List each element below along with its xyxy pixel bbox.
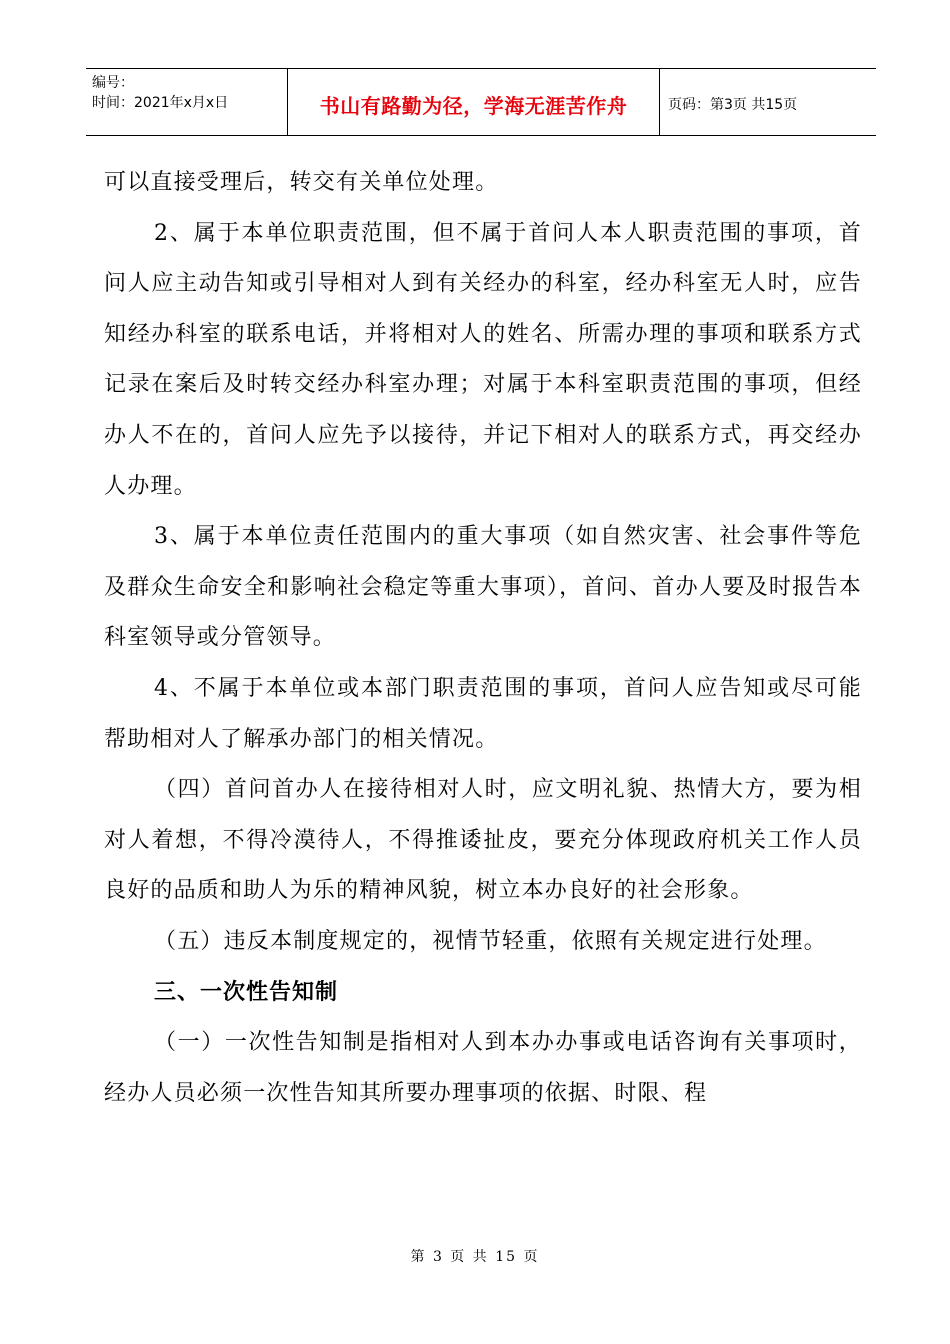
page-footer: 第 3 页 共 15 页	[410, 1249, 540, 1265]
paragraph-7: （一）一次性告知制是指相对人到本办办事或电话咨询有关事项时，经办人员必须一次性告知其所要办理事项的依据、时限、程	[104, 1030, 862, 1106]
header-page-info: 页码：第3页 共15页	[668, 97, 798, 113]
paragraph-3: 3、属于本单位责任范围内的重大事项（如自然灾害、社会事件等危及群众生命安全和影响社会稳定等重大事项），首问、首办人要及时报告本科室领导或分管领导。	[104, 524, 862, 651]
paragraph-6: （五）违反本制度规定的，视情节轻重，依照有关规定进行处理。	[154, 928, 827, 954]
paragraph-4: 4、不属于本单位或本部门职责范围的事项，首问人应告知或尽可能帮助相对人了解承办部门的相关情况。	[104, 675, 862, 752]
header-motto: 书山有路勤为径，学海无涯苦作舟	[288, 69, 660, 135]
date-line: 时间：2021年x月x日	[92, 95, 229, 111]
document-body	[104, 158, 862, 1119]
header-meta	[86, 69, 288, 135]
paragraph-5: （四）首问首办人在接待相对人时，应文明礼貌、热情大方，要为相对人着想，不得冷漠待人，不得推诿扯皮，要充分体现政府机关工作人员良好的品质和助人为乐的精神风貌，树立本办良好的社会形象。	[104, 777, 862, 904]
paragraph-1: 可以直接受理后，转交有关单位处理。	[104, 170, 499, 195]
document-header	[86, 68, 876, 136]
section-heading: 三、一次性告知制	[154, 979, 339, 1005]
serial-number-label: 编号：	[92, 75, 134, 91]
paragraph-2: 2、属于本单位职责范围，但不属于首问人本人职责范围的事项，首问人应主动告知或引导相对人到有关经办的科室，经办科室无人时，应告知经办科室的联系电话，并将相对人的姓名、所需办理的事项和联系方式记录在案后及时转交经办科室办理；对属于本科室职责范围的事项，但经办人不在的，首问人应先予以接待，并记下相对人的联系方式，再交经办人办理。	[104, 220, 862, 499]
